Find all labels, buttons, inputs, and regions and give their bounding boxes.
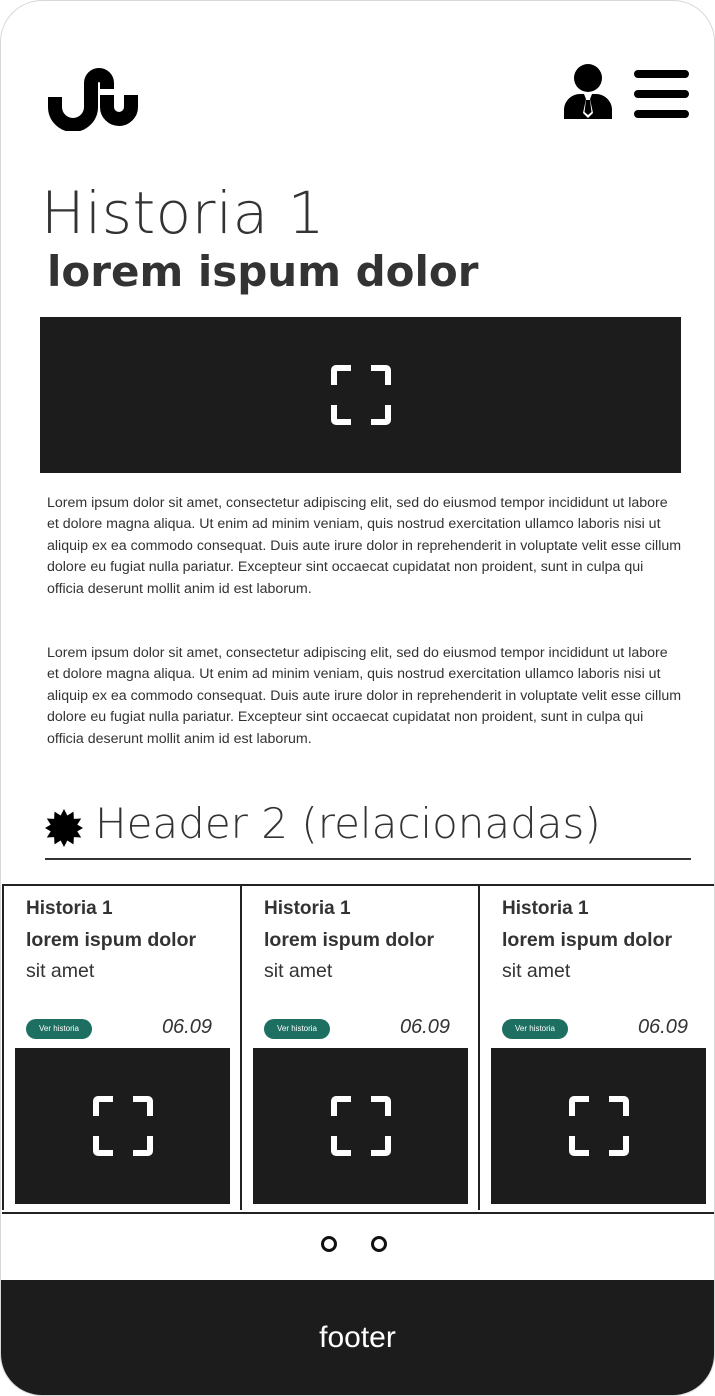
card-date: 06.09 (637, 1016, 688, 1038)
card-date: 06.09 (161, 1016, 212, 1038)
card-title: Historia 1 (264, 898, 351, 919)
page-title: Historia 1 (41, 179, 326, 247)
related-card[interactable] (478, 886, 715, 1210)
ver-historia-button[interactable]: Ver historia (264, 1019, 330, 1039)
card-date: 06.09 (399, 1016, 450, 1038)
badge-icon (45, 809, 83, 847)
related-section-header (45, 799, 691, 860)
card-image-placeholder[interactable] (253, 1048, 468, 1204)
ver-historia-button[interactable]: Ver historia (502, 1019, 568, 1039)
related-card[interactable] (2, 886, 240, 1210)
card-subtitle: lorem ispum dolor (26, 929, 197, 951)
card-image-placeholder[interactable] (491, 1048, 706, 1204)
page-subtitle: lorem ispum dolor (47, 247, 479, 296)
related-cards-carousel[interactable] (2, 884, 715, 1214)
carousel-pagination (321, 1236, 391, 1252)
stumbleupon-logo-icon[interactable] (47, 59, 141, 131)
card-subtitle-2: sit amet (26, 960, 95, 982)
related-section-title: Header 2 (relacionadas) (95, 799, 601, 848)
article-paragraph: Lorem ipsum dolor sit amet, consectetur adipiscing elit, sed do eiusmod tempor incididunt ut labore et dolore magna aliqua. Ut enim ad minim veniam, quis nostrud exercitation ullamco laboris nisi ut aliquip ex ea commodo consequat. Duis aute irure dolor in reprehenderit in voluptate velit esse cillum dolore eu fugiat nulla pariatur. Excepteur sint occaecat cupidatat non proident, sunt in culpa qui officia deserunt mollit anim id est laborum. (47, 495, 682, 597)
card-subtitle: lorem ispum dolor (502, 929, 673, 951)
ver-historia-button[interactable]: Ver historia (26, 1019, 92, 1039)
card-subtitle-2: sit amet (264, 960, 333, 982)
card-subtitle: lorem ispum dolor (264, 929, 435, 951)
card-title: Historia 1 (26, 898, 113, 919)
article-paragraph: Lorem ipsum dolor sit amet, consectetur adipiscing elit, sed do eiusmod tempor incididunt ut labore et dolore magna aliqua. Ut enim ad minim veniam, quis nostrud exercitation ullamco laboris nisi ut aliquip ex ea commodo consequat. Duis aute irure dolor in reprehenderit in voluptate velit esse cillum dolore eu fugiat nulla pariatur. Excepteur sint occaecat cupidatat non proident, sunt in culpa qui officia deserunt mollit anim id est laborum. (47, 645, 682, 747)
pagination-dot[interactable] (371, 1236, 387, 1252)
card-subtitle-2: sit amet (502, 960, 571, 982)
hamburger-menu-icon[interactable] (634, 69, 689, 119)
related-card[interactable] (240, 886, 478, 1210)
card-title: Historia 1 (502, 898, 589, 919)
pagination-dot[interactable] (321, 1236, 337, 1252)
expand-icon (93, 1096, 153, 1156)
hero-image-placeholder[interactable] (40, 317, 681, 473)
expand-icon (331, 365, 391, 425)
footer (1, 1280, 714, 1396)
card-image-placeholder[interactable] (15, 1048, 230, 1204)
user-icon[interactable] (563, 63, 613, 119)
expand-icon (569, 1096, 629, 1156)
expand-icon (331, 1096, 391, 1156)
footer-label: footer (319, 1321, 396, 1354)
